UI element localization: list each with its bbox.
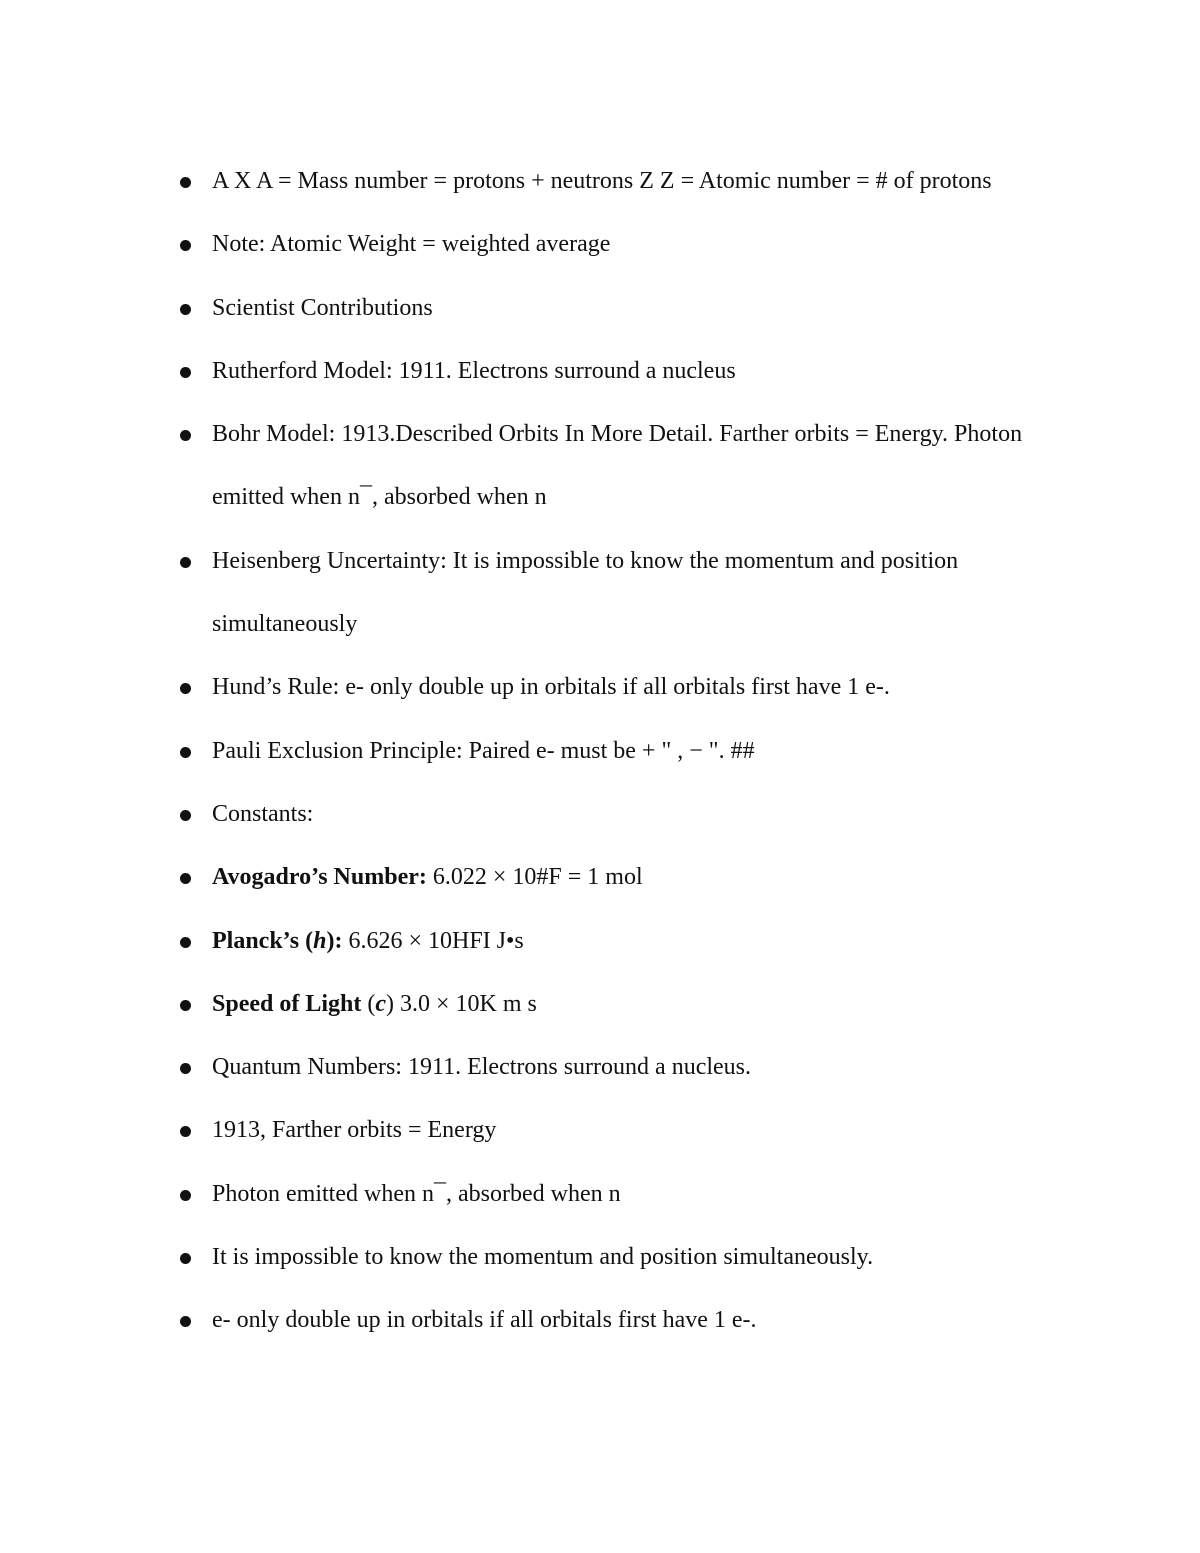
list-item-text: Heisenberg Uncertainty: It is impossible to know the momentum and position simultaneously: [212, 547, 959, 638]
bullet-icon: [180, 304, 191, 315]
list-item: [0, 720, 1072, 783]
bullet-icon: [180, 1000, 191, 1011]
list-item-text: A X A = Mass number = protons + neutrons Z Z = Atomic number = # of protons: [212, 168, 992, 194]
list-item-text: e- only double up in orbitals if all orbitals first have 1 e-.: [212, 1307, 757, 1334]
list-item-text: Quantum Numbers: 1911. Electrons surround a nucleus.: [212, 1054, 752, 1081]
list-item-text: Hund’s Rule: e- only double up in orbitals if all orbitals first have 1 e-.: [212, 674, 890, 701]
list-item-avogadro: [0, 846, 1072, 909]
constant-symbol: c: [375, 990, 387, 1017]
list-item-text: 1913, Farther orbits = Energy: [212, 1117, 497, 1144]
constant-value: 6.626 × 10HFI J•s: [342, 927, 524, 954]
bullet-list: [0, 150, 1200, 1353]
bullet-icon: [180, 1316, 191, 1327]
bullet-icon: [180, 1253, 191, 1264]
list-item: [0, 340, 1072, 403]
bullet-icon: [180, 683, 191, 694]
bullet-icon: [180, 747, 191, 758]
bullet-icon: [180, 240, 191, 251]
list-item: [0, 150, 1072, 213]
list-item: [0, 1226, 1072, 1289]
constant-label: Avogadro’s Number:: [212, 864, 427, 891]
bullet-icon: [180, 177, 191, 188]
constant-symbol: h: [313, 927, 327, 954]
list-item-planck: [0, 910, 1072, 973]
list-item-text: Constants:: [212, 800, 314, 827]
constant-paren: (: [361, 990, 376, 1017]
list-item: [0, 1163, 1072, 1226]
list-item-speed-of-light: [0, 973, 1072, 1036]
list-item: [0, 213, 1072, 276]
list-item: [0, 530, 1072, 657]
bullet-icon: [180, 873, 191, 884]
list-item-text: Rutherford Model: 1911. Electrons surround a nucleus: [212, 357, 736, 384]
list-item: [0, 783, 1072, 846]
list-item-text: Note: Atomic Weight = weighted average: [212, 231, 611, 258]
constant-value: ) 3.0 × 10K m s: [386, 990, 537, 1017]
bullet-icon: [180, 1126, 191, 1137]
list-item: [0, 1099, 1072, 1162]
bullet-icon: [180, 1190, 191, 1201]
list-item: [0, 277, 1072, 340]
constant-value: 6.022 × 10#F = 1 mol: [426, 864, 643, 891]
list-item: [0, 1289, 1072, 1352]
list-item-text: Bohr Model: 1913.Described Orbits In More Detail. Farther orbits = Energy. Photon emitted when n¯, absorbed when n: [212, 421, 1023, 511]
list-item: [0, 656, 1072, 719]
list-item-text: Scientist Contributions: [212, 294, 433, 321]
bullet-icon: [180, 430, 191, 441]
bullet-icon: [180, 557, 191, 568]
list-item: [0, 403, 1072, 530]
constant-label: Planck’s (: [212, 927, 314, 954]
bullet-icon: [180, 1063, 191, 1074]
constant-label-end: ):: [326, 927, 343, 954]
list-item-text: Photon emitted when n¯, absorbed when n: [212, 1180, 621, 1207]
list-item: [0, 1036, 1072, 1099]
bullet-icon: [180, 810, 191, 821]
constant-label: Speed of Light: [212, 990, 362, 1017]
bullet-icon: [180, 367, 191, 378]
bullet-icon: [180, 937, 191, 948]
list-item-text: It is impossible to know the momentum and position simultaneously.: [212, 1244, 874, 1271]
list-item-text: Pauli Exclusion Principle: Paired e- must be + " , − ". ##: [212, 737, 755, 764]
